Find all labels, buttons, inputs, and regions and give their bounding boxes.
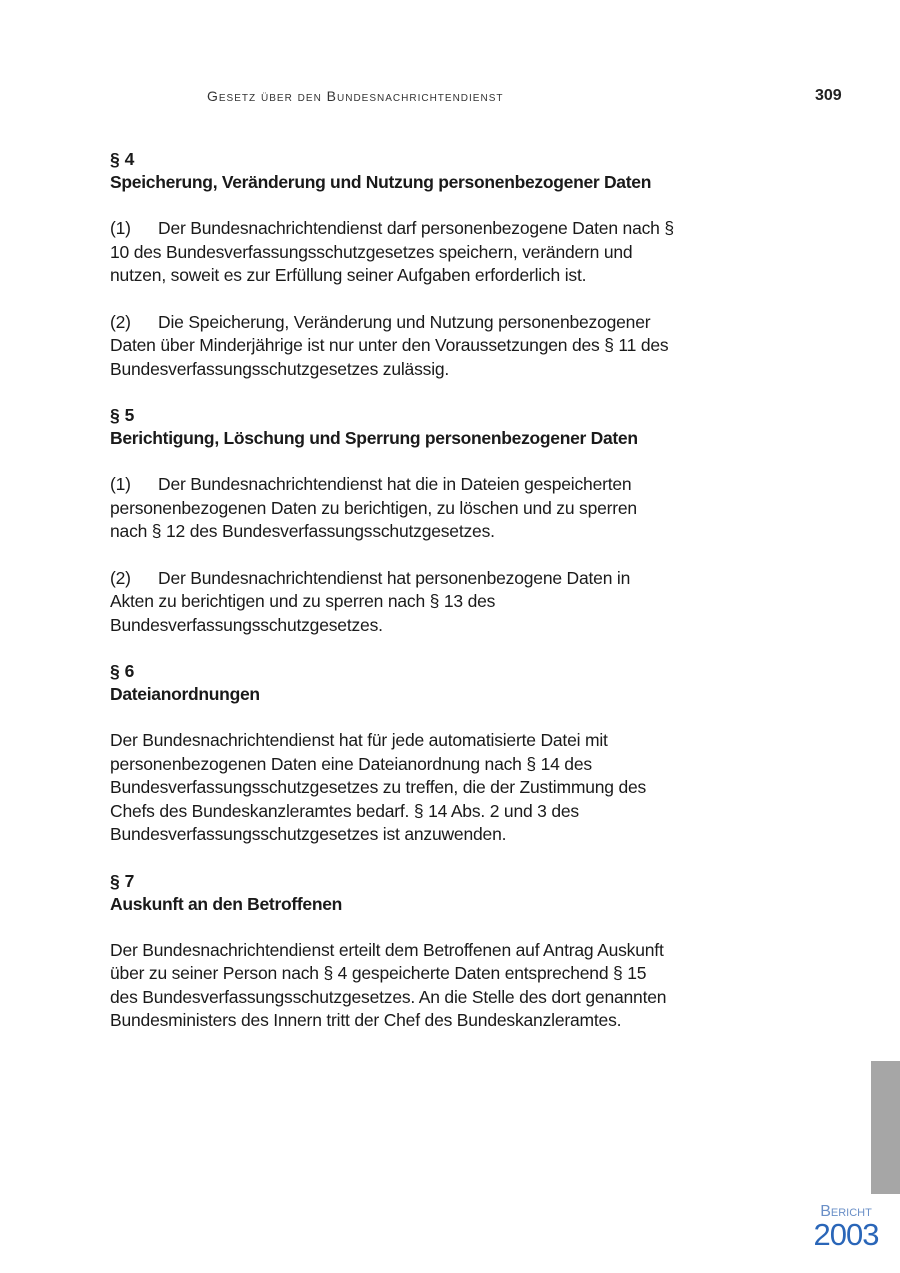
- section-7: [110, 870, 675, 1033]
- paragraph-number: (1): [110, 218, 131, 238]
- section-number: § 5: [110, 405, 135, 425]
- paragraph: [110, 311, 675, 382]
- paragraph-text: Der Bundesnachrichtendienst hat personenbezogene Daten in Akten zu berichtigen und zu sperren nach § 13 des Bundesverfassungsschutzgesetzes.: [110, 567, 631, 635]
- section-title: Speicherung, Veränderung und Nutzung personenbezogener Daten: [110, 172, 652, 192]
- section-6: [110, 660, 675, 847]
- logo-word: Bericht: [820, 1203, 872, 1220]
- document-body: [110, 148, 675, 1056]
- logo-year: 2003: [813, 1217, 879, 1252]
- paragraph: [110, 217, 675, 288]
- section-4: [110, 148, 675, 381]
- section-number: § 7: [110, 870, 135, 891]
- paragraph-number: (2): [110, 311, 131, 332]
- section-5: [110, 404, 675, 637]
- section-title: Dateianordnungen: [110, 684, 260, 704]
- section-title: Auskunft an den Betroffenen: [110, 893, 343, 914]
- paragraph-text: Die Speicherung, Veränderung und Nutzung personenbezogener Daten über Minderjährige ist nur unter den Voraussetzungen des § 11 des Bundesverfassungsschutzgesetzes zulässig.: [110, 311, 669, 379]
- paragraph-number: (2): [110, 567, 131, 588]
- running-header-title: Gesetz über den Bundesnachrichtendienst: [207, 88, 504, 104]
- section-number: § 4: [110, 149, 135, 169]
- paragraph: [110, 567, 675, 638]
- paragraph-text: Der Bundesnachrichtendienst hat die in Dateien gespeicherten personenbezogenen Daten zu berichtigen, zu löschen und zu sperren nach § 12 des Bundesverfassungsschutzgesetzes.: [110, 474, 637, 541]
- paragraph-text: Der Bundesnachrichtendienst hat für jede automatisierte Datei mit personenbezogenen Daten eine Dateianordnung nach § 14 des Bundesverfassungsschutzgesetzes zu treffen, die der Zustimmung des Chefs des Bundeskanzleramtes bedarf. § 14 Abs. 2 und 3 des Bundesverfassungsschutzgesetzes ist anzuwenden.: [110, 730, 647, 844]
- paragraph-text: Der Bundesnachrichtendienst darf personenbezogene Daten nach § 10 des Bundesverfassungsschutzgesetzes speichern, verändern und nutzen, soweit es zur Erfüllung seiner Aufgaben erforderlich ist.: [110, 218, 674, 285]
- section-title: Berichtigung, Löschung und Sperrung personenbezogener Daten: [110, 428, 638, 448]
- paragraph: [110, 473, 675, 544]
- section-number: § 6: [110, 661, 135, 681]
- thumb-index-tab: [871, 1061, 900, 1194]
- page-number: 309: [815, 87, 842, 104]
- report-logo: [806, 1204, 886, 1250]
- paragraph-text: Der Bundesnachrichtendienst erteilt dem Betroffenen auf Antrag Auskunft über zu seiner Person nach § 4 gespeicherte Daten entsprechend § 15 des Bundesverfassungsschutzgesetzes. An die Stelle des dort genannten Bundesministers des Innern tritt der Chef des Bundeskanzleramtes.: [110, 939, 667, 1030]
- paragraph-number: (1): [110, 474, 131, 494]
